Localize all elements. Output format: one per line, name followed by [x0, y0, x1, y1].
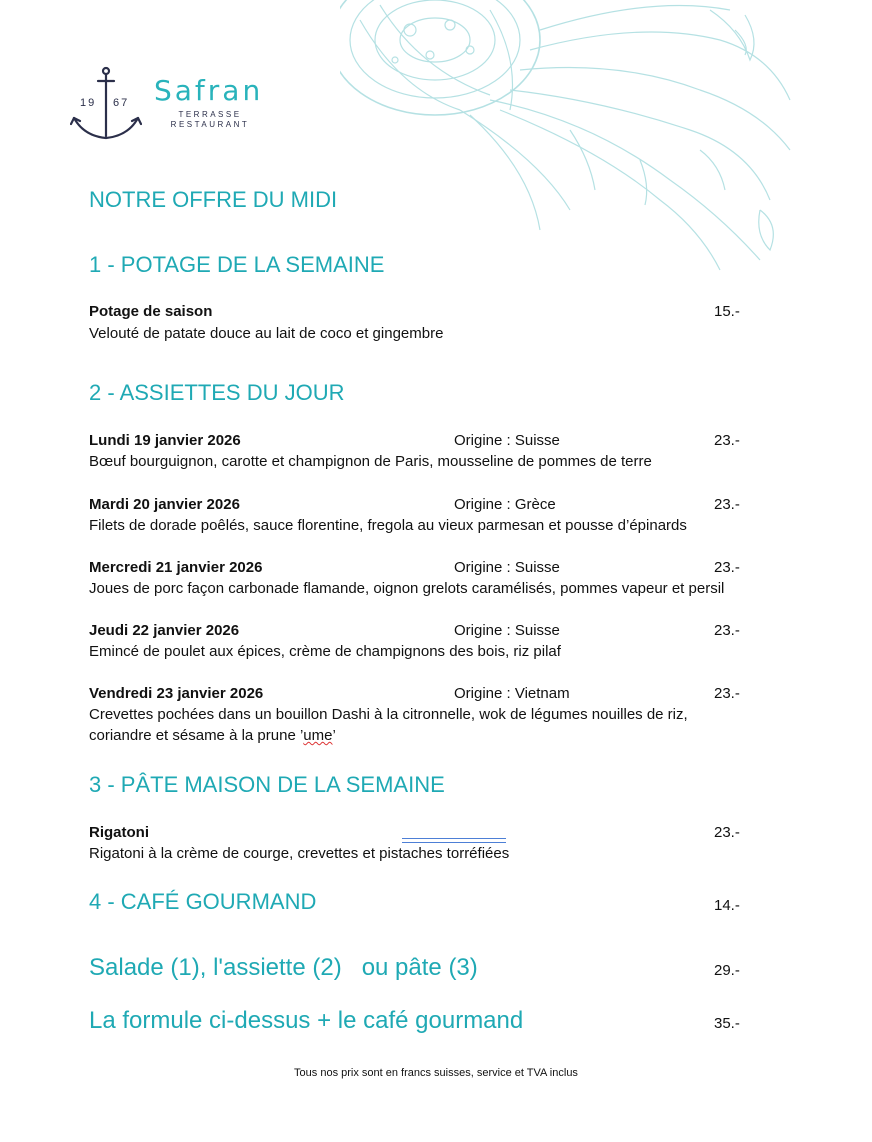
selection-underline — [402, 838, 506, 843]
day-wednesday-price: 23.- — [714, 559, 740, 576]
friday-desc-part1: coriandre et sésame à la prune ’ — [89, 727, 304, 744]
pate-item-description: Rigatoni à la crème de courge, crevettes et pistaches torréfiées — [89, 845, 510, 862]
formula-2-price: 35.- — [714, 1015, 740, 1032]
pate-item-name: Rigatoni — [89, 824, 149, 841]
section-title-cafe: 4 - CAFÉ GOURMAND — [89, 889, 317, 914]
logo-subtitle-restaurant: RESTAURANT — [170, 120, 250, 129]
day-friday-description: Crevettes pochées dans un bouillon Dashi à la citronnelle, wok de légumes nouilles de riz, — [89, 706, 688, 723]
jellyfish-illustration — [340, 0, 872, 280]
day-thursday-price: 23.- — [714, 622, 740, 639]
potage-item-price: 15.- — [714, 303, 740, 320]
section-title-assiettes: 2 - ASSIETTES DU JOUR — [89, 380, 345, 405]
day-monday-title: Lundi 19 janvier 2026 — [89, 432, 241, 449]
logo-subtitle-terrasse: TERRASSE — [178, 110, 242, 119]
cafe-price: 14.- — [714, 897, 740, 914]
formula-1-label: Salade (1), l'assiette (2) ou pâte (3) — [89, 954, 478, 981]
day-wednesday-title: Mercredi 21 janvier 2026 — [89, 559, 263, 576]
logo-year-right: 67 — [113, 97, 130, 109]
pate-item-price: 23.- — [714, 824, 740, 841]
friday-desc-ume: ume — [303, 727, 333, 744]
day-monday-origin: Origine : Suisse — [454, 432, 560, 449]
day-thursday-title: Jeudi 22 janvier 2026 — [89, 622, 240, 639]
footer-note: Tous nos prix sont en francs suisses, service et TVA inclus — [294, 1067, 578, 1079]
day-tuesday-price: 23.- — [714, 496, 740, 513]
day-thursday-origin: Origine : Suisse — [454, 622, 560, 639]
section-title-pate: 3 - PÂTE MAISON DE LA SEMAINE — [89, 772, 445, 797]
logo-year-left: 19 — [80, 97, 97, 109]
day-tuesday-title: Mardi 20 janvier 2026 — [89, 496, 240, 513]
formula-1-price: 29.- — [714, 962, 740, 979]
day-monday-price: 23.- — [714, 432, 740, 449]
day-friday-title: Vendredi 23 janvier 2026 — [89, 685, 264, 702]
restaurant-logo — [70, 66, 280, 146]
day-friday-origin: Origine : Vietnam — [454, 685, 570, 702]
page-title: NOTRE OFFRE DU MIDI — [89, 187, 338, 212]
day-thursday-description: Emincé de poulet aux épices, crème de champignons des bois, riz pilaf — [89, 643, 561, 660]
day-tuesday-origin: Origine : Grèce — [454, 496, 556, 513]
day-wednesday-description: Joues de porc façon carbonade flamande, oignon grelots caramélisés, pommes vapeur et persil — [89, 580, 725, 597]
friday-desc-part3: ’ — [332, 727, 336, 744]
formula-2-label: La formule ci-dessus + le café gourmand — [89, 1007, 524, 1034]
potage-item-name: Potage de saison — [89, 303, 213, 320]
section-title-potage: 1 - POTAGE DE LA SEMAINE — [89, 252, 385, 277]
day-friday-price: 23.- — [714, 685, 740, 702]
logo-brand-name: Safran — [154, 74, 264, 107]
day-friday-description-line2 — [89, 727, 336, 744]
potage-item-description: Velouté de patate douce au lait de coco et gingembre — [89, 325, 444, 342]
day-monday-description: Bœuf bourguignon, carotte et champignon de Paris, mousseline de pommes de terre — [89, 453, 652, 470]
day-tuesday-description: Filets de dorade poêlés, sauce florentine, fregola au vieux parmesan et pousse d’épinards — [89, 517, 687, 534]
day-wednesday-origin: Origine : Suisse — [454, 559, 560, 576]
